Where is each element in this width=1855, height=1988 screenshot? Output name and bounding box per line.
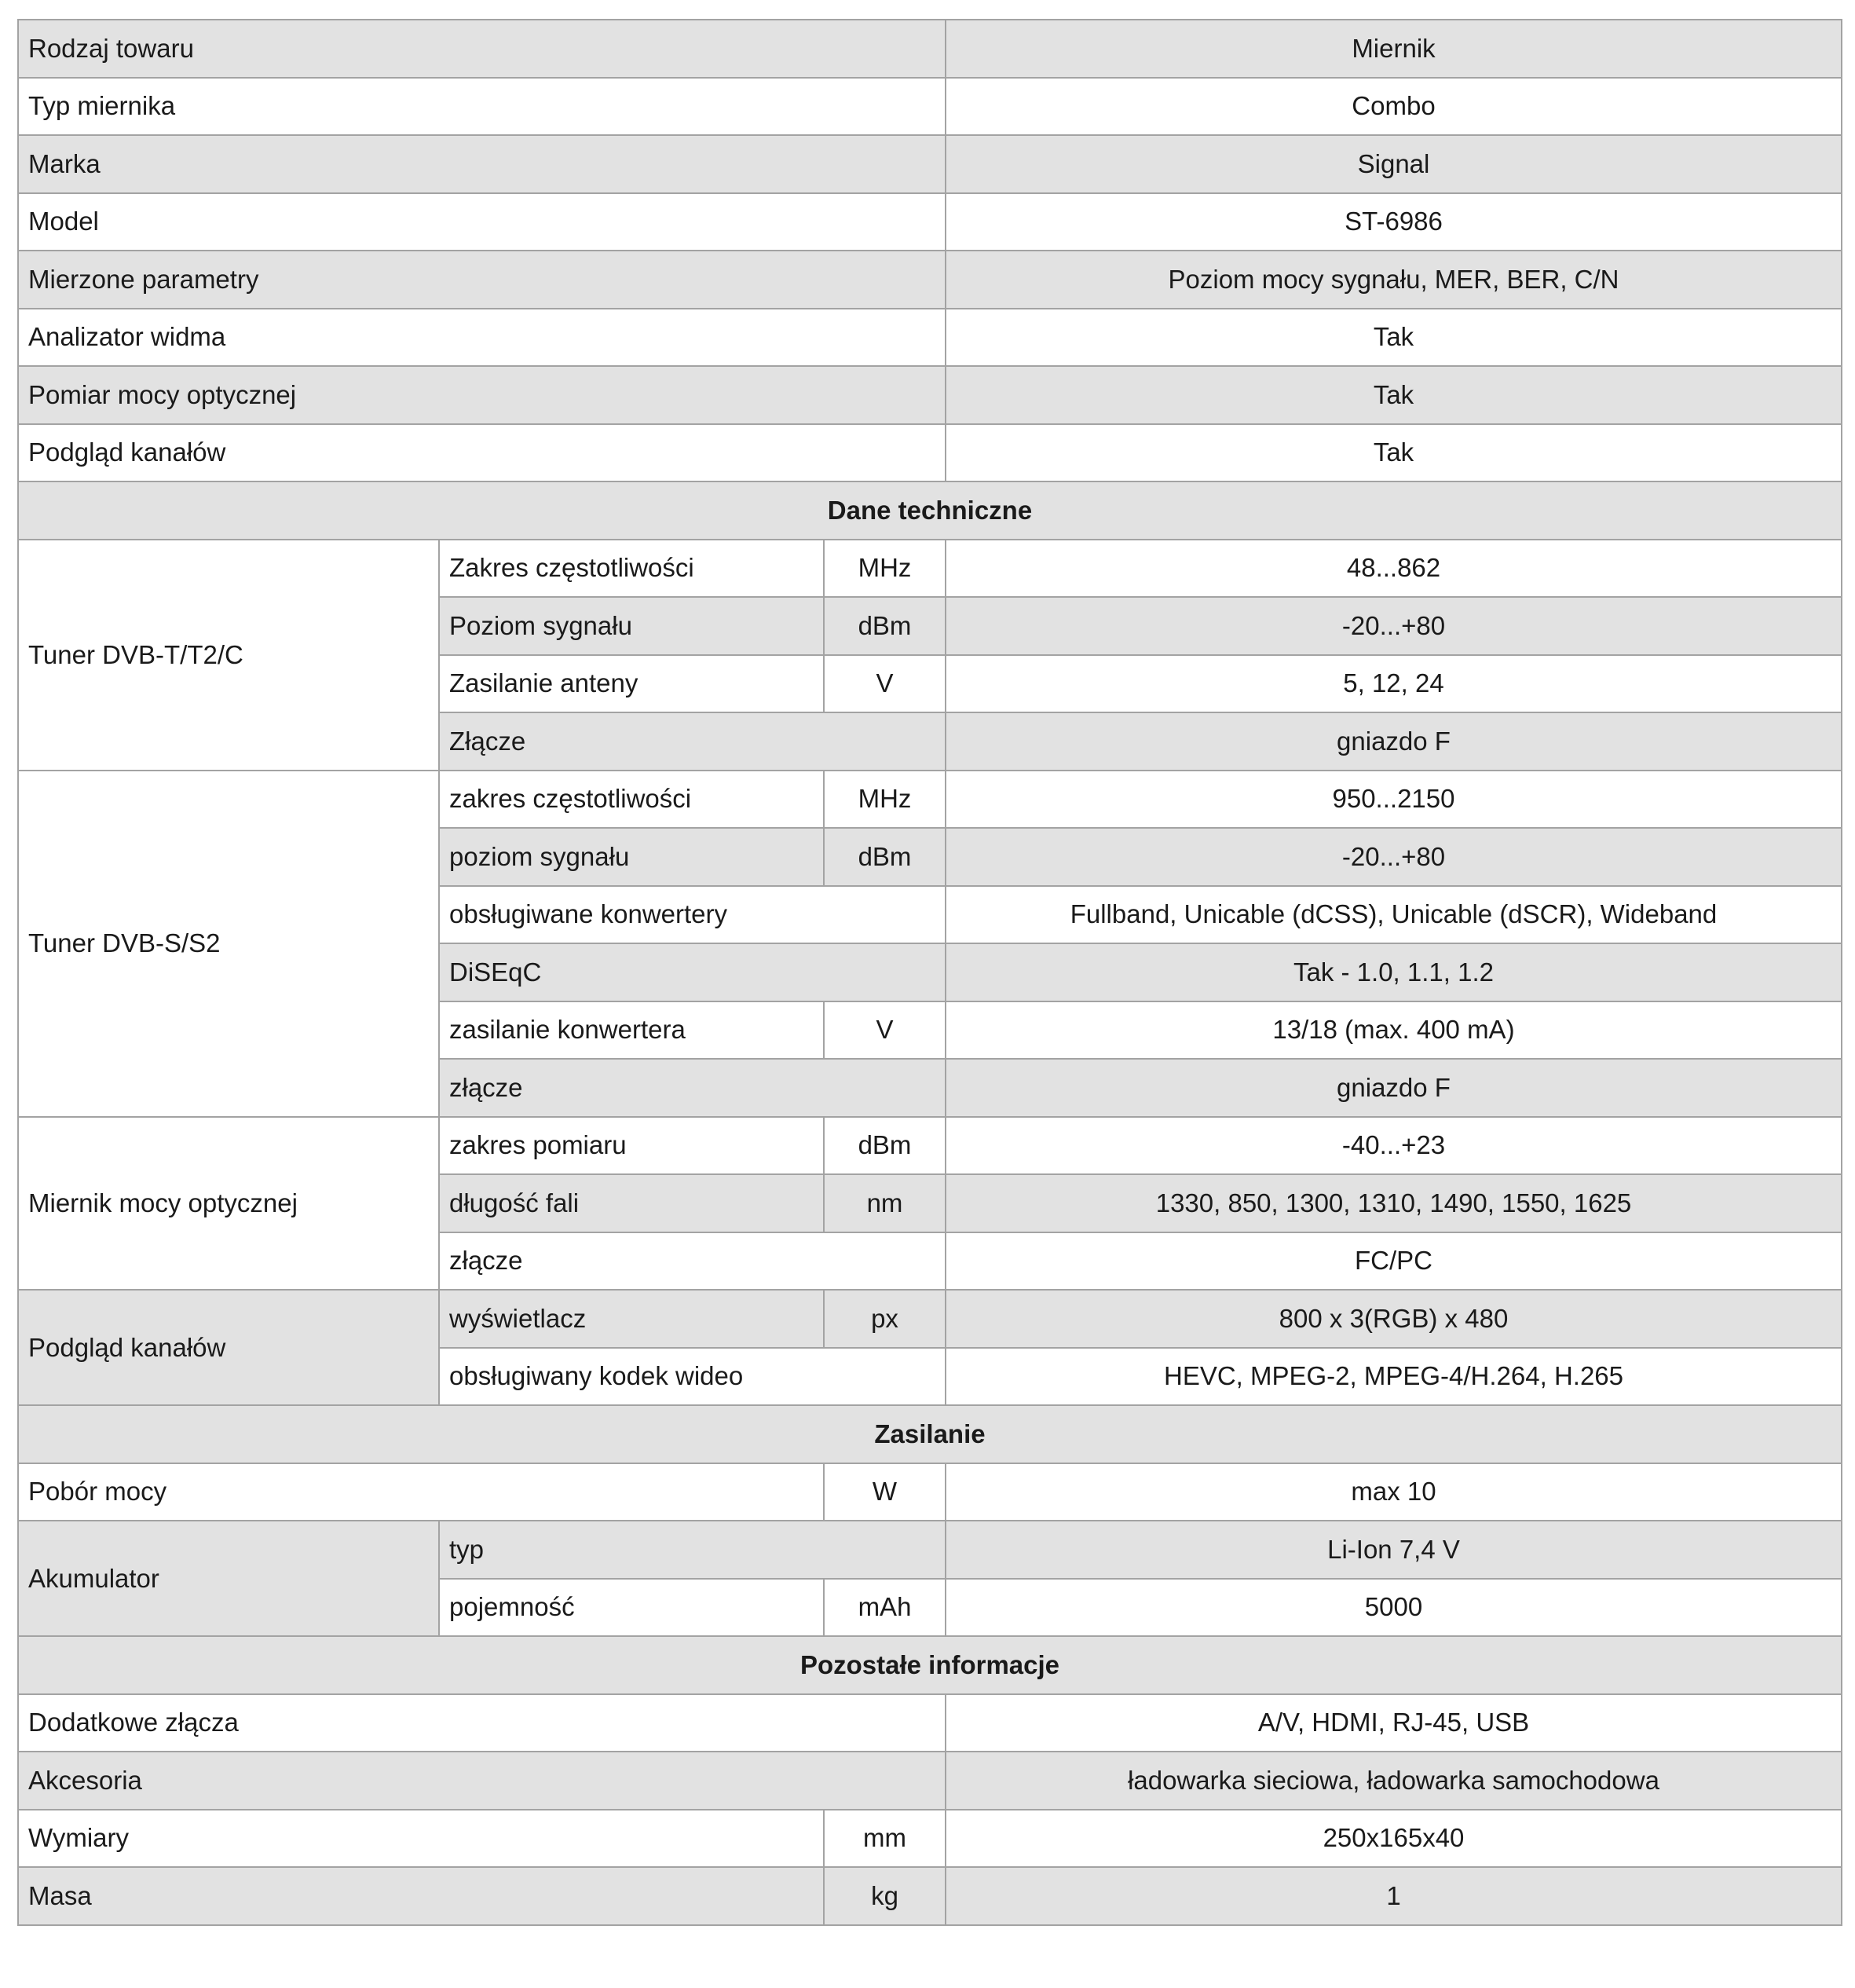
spec-param-cell: Złącze: [439, 712, 946, 771]
spec-param-cell: zakres częstotliwości: [439, 771, 824, 829]
spec-value-cell: Signal: [946, 135, 1842, 193]
spec-value-cell: Fullband, Unicable (dCSS), Unicable (dSCR), Wideband: [946, 886, 1842, 944]
spec-unit-cell: MHz: [824, 771, 946, 829]
spec-value-cell: gniazdo F: [946, 1059, 1842, 1117]
spec-param-cell: typ: [439, 1521, 946, 1579]
spec-unit-cell: nm: [824, 1174, 946, 1232]
section-header-cell: Dane techniczne: [18, 481, 1842, 540]
spec-unit-cell: dBm: [824, 597, 946, 655]
spec-value-cell: 13/18 (max. 400 mA): [946, 1001, 1842, 1060]
spec-param-cell: poziom sygnału: [439, 828, 824, 886]
spec-label-cell: Wymiary: [18, 1810, 824, 1868]
spec-unit-cell: dBm: [824, 828, 946, 886]
section-header-cell: Pozostałe informacje: [18, 1636, 1842, 1694]
spec-label-cell: Pomiar mocy optycznej: [18, 366, 946, 424]
spec-group-cell: Tuner DVB-T/T2/C: [18, 540, 439, 771]
spec-unit-cell: dBm: [824, 1117, 946, 1175]
table-row: [18, 366, 1842, 424]
spec-param-cell: Poziom sygnału: [439, 597, 824, 655]
spec-value-cell: FC/PC: [946, 1232, 1842, 1291]
spec-label-cell: Marka: [18, 135, 946, 193]
spec-table: [17, 19, 1842, 1926]
spec-value-cell: Poziom mocy sygnału, MER, BER, C/N: [946, 251, 1842, 309]
spec-value-cell: -20...+80: [946, 597, 1842, 655]
table-row: [18, 481, 1842, 540]
spec-value-cell: 5, 12, 24: [946, 655, 1842, 713]
spec-label-cell: Mierzone parametry: [18, 251, 946, 309]
table-row: [18, 1636, 1842, 1694]
spec-param-cell: Zakres częstotliwości: [439, 540, 824, 598]
spec-param-cell: długość fali: [439, 1174, 824, 1232]
spec-value-cell: Miernik: [946, 20, 1842, 78]
spec-label-cell: Podgląd kanałów: [18, 424, 946, 482]
table-row: [18, 1463, 1842, 1521]
spec-unit-cell: kg: [824, 1867, 946, 1925]
table-row: [18, 424, 1842, 482]
spec-unit-cell: MHz: [824, 540, 946, 598]
table-row: [18, 1694, 1842, 1752]
spec-label-cell: Akcesoria: [18, 1752, 946, 1810]
spec-value-cell: Tak: [946, 366, 1842, 424]
spec-value-cell: gniazdo F: [946, 712, 1842, 771]
table-row: [18, 1752, 1842, 1810]
spec-unit-cell: mm: [824, 1810, 946, 1868]
spec-unit-cell: V: [824, 655, 946, 713]
spec-unit-cell: mAh: [824, 1579, 946, 1637]
spec-param-cell: obsługiwane konwertery: [439, 886, 946, 944]
spec-value-cell: 1330, 850, 1300, 1310, 1490, 1550, 1625: [946, 1174, 1842, 1232]
spec-unit-cell: V: [824, 1001, 946, 1060]
table-row: [18, 1405, 1842, 1463]
table-row: [18, 20, 1842, 78]
spec-value-cell: 5000: [946, 1579, 1842, 1637]
spec-param-cell: zasilanie konwertera: [439, 1001, 824, 1060]
spec-value-cell: Li-Ion 7,4 V: [946, 1521, 1842, 1579]
table-row: [18, 771, 1842, 829]
spec-param-cell: pojemność: [439, 1579, 824, 1637]
spec-value-cell: HEVC, MPEG-2, MPEG-4/H.264, H.265: [946, 1348, 1842, 1406]
spec-label-cell: Masa: [18, 1867, 824, 1925]
spec-label-cell: Pobór mocy: [18, 1463, 824, 1521]
spec-value-cell: Tak: [946, 309, 1842, 367]
table-row: [18, 540, 1842, 598]
table-row: [18, 78, 1842, 136]
spec-value-cell: Tak - 1.0, 1.1, 1.2: [946, 943, 1842, 1001]
spec-value-cell: A/V, HDMI, RJ-45, USB: [946, 1694, 1842, 1752]
table-row: [18, 251, 1842, 309]
spec-value-cell: max 10: [946, 1463, 1842, 1521]
spec-value-cell: ST-6986: [946, 193, 1842, 251]
spec-table-body: [18, 20, 1842, 1925]
spec-group-cell: Podgląd kanałów: [18, 1290, 439, 1405]
table-row: [18, 193, 1842, 251]
spec-param-cell: zakres pomiaru: [439, 1117, 824, 1175]
spec-group-cell: Tuner DVB-S/S2: [18, 771, 439, 1117]
spec-value-cell: ładowarka sieciowa, ładowarka samochodowa: [946, 1752, 1842, 1810]
spec-label-cell: Dodatkowe złącza: [18, 1694, 946, 1752]
spec-param-cell: wyświetlacz: [439, 1290, 824, 1348]
table-row: [18, 1290, 1842, 1348]
spec-value-cell: -20...+80: [946, 828, 1842, 886]
spec-param-cell: złącze: [439, 1232, 946, 1291]
spec-label-cell: Rodzaj towaru: [18, 20, 946, 78]
spec-param-cell: złącze: [439, 1059, 946, 1117]
spec-value-cell: 48...862: [946, 540, 1842, 598]
spec-value-cell: 250x165x40: [946, 1810, 1842, 1868]
spec-param-cell: obsługiwany kodek wideo: [439, 1348, 946, 1406]
section-header-cell: Zasilanie: [18, 1405, 1842, 1463]
spec-label-cell: Analizator widma: [18, 309, 946, 367]
spec-group-cell: Miernik mocy optycznej: [18, 1117, 439, 1291]
table-row: [18, 1521, 1842, 1579]
spec-unit-cell: W: [824, 1463, 946, 1521]
spec-value-cell: Combo: [946, 78, 1842, 136]
spec-group-cell: Akumulator: [18, 1521, 439, 1636]
spec-value-cell: Tak: [946, 424, 1842, 482]
table-row: [18, 1810, 1842, 1868]
spec-value-cell: 950...2150: [946, 771, 1842, 829]
spec-label-cell: Typ miernika: [18, 78, 946, 136]
spec-param-cell: Zasilanie anteny: [439, 655, 824, 713]
table-row: [18, 1117, 1842, 1175]
spec-value-cell: 1: [946, 1867, 1842, 1925]
table-row: [18, 135, 1842, 193]
spec-label-cell: Model: [18, 193, 946, 251]
spec-unit-cell: px: [824, 1290, 946, 1348]
spec-value-cell: 800 x 3(RGB) x 480: [946, 1290, 1842, 1348]
table-row: [18, 309, 1842, 367]
spec-param-cell: DiSEqC: [439, 943, 946, 1001]
table-row: [18, 1867, 1842, 1925]
spec-value-cell: -40...+23: [946, 1117, 1842, 1175]
